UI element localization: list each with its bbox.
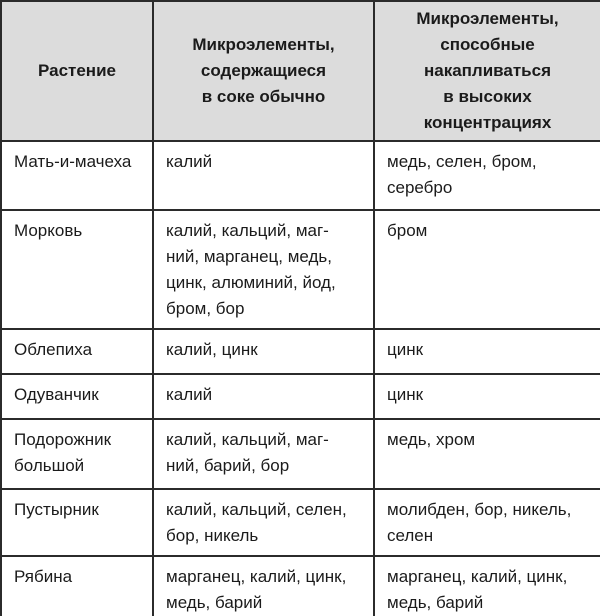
table-header xyxy=(1,1,600,141)
table-body xyxy=(1,141,600,616)
table-row xyxy=(1,210,600,329)
usual-microelements-cell: калий, кальций, маг- ний, марганец, медь, цинк, алюминий, йод, бром, бор xyxy=(153,210,374,329)
plant-cell: Мать-и-мачеха xyxy=(1,141,153,210)
usual-microelements-cell: марганец, калий, цинк, медь, барий xyxy=(153,556,374,616)
usual-microelements-cell: калий, цинк xyxy=(153,329,374,374)
accumulating-microelements-cell: цинк xyxy=(374,374,600,419)
table-row xyxy=(1,556,600,616)
accumulating-microelements-cell: медь, селен, бром, серебро xyxy=(374,141,600,210)
plant-cell: Рябина xyxy=(1,556,153,616)
table-row xyxy=(1,419,600,489)
plant-cell: Одуванчик xyxy=(1,374,153,419)
plant-cell: Морковь xyxy=(1,210,153,329)
plant-cell: Облепиха xyxy=(1,329,153,374)
usual-microelements-cell: калий xyxy=(153,374,374,419)
table-row xyxy=(1,141,600,210)
accumulating-microelements-cell: молибден, бор, никель, селен xyxy=(374,489,600,556)
usual-microelements-cell: калий, кальций, селен, бор, никель xyxy=(153,489,374,556)
usual-microelements-cell: калий xyxy=(153,141,374,210)
usual-microelements-cell: калий, кальций, маг- ний, барий, бор xyxy=(153,419,374,489)
accumulating-microelements-cell: марганец, калий, цинк, медь, барий xyxy=(374,556,600,616)
plant-cell: Подорожник большой xyxy=(1,419,153,489)
header-cell-usual-microelements: Микроэлементы, содержащиеся в соке обычно xyxy=(153,1,374,141)
accumulating-microelements-cell: медь, хром xyxy=(374,419,600,489)
table-row xyxy=(1,374,600,419)
table-row xyxy=(1,329,600,374)
header-cell-accumulating-microelements: Микроэлементы, способные накапливаться в высоких концентрациях xyxy=(374,1,600,141)
table-row xyxy=(1,489,600,556)
accumulating-microelements-cell: бром xyxy=(374,210,600,329)
accumulating-microelements-cell: цинк xyxy=(374,329,600,374)
plant-cell: Пустырник xyxy=(1,489,153,556)
header-row xyxy=(1,1,600,141)
header-cell-plant: Растение xyxy=(1,1,153,141)
